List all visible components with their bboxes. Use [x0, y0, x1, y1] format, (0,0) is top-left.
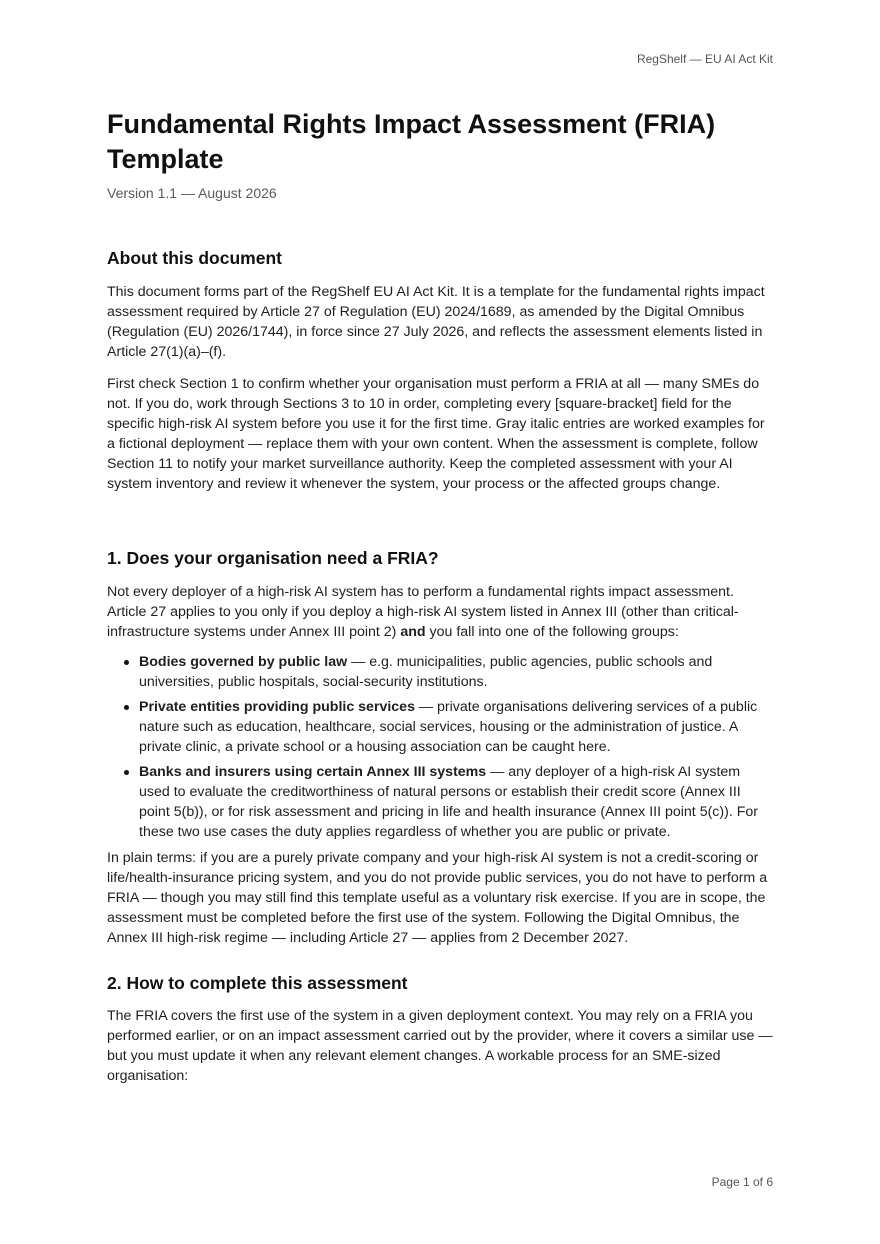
section-2-paragraph: The FRIA covers the first use of the system in a given deployment context. You may rely on a FRIA you performed earlier, or on an impact assessment carried out by the provider, where it covers a similar use — but you must update it when any relevant element changes. A workable process for an SME-sized organisation:: [107, 1008, 773, 1084]
document-version: Version 1.1 — August 2026: [107, 185, 277, 201]
section-1-heading: 1. Does your organisation need a FRIA?: [107, 548, 439, 568]
about-heading: About this document: [107, 248, 282, 268]
section-1-plain-terms: In plain terms: if you are a purely private company and your high-risk AI system is not a credit-scoring or life/health-insurance pricing system, and you do not provide public services, you do not have to perform a FRIA — though you may still find this template useful as a voluntary risk exercise. If you are in scope, the assessment must be completed before the first use of the system. Following the Digital Omnibus, the Annex III high-risk regime — including Article 27 — applies from 2 December 2027.: [107, 850, 768, 946]
page-number: Page 1 of 6: [711, 1175, 773, 1189]
about-paragraph-2: First check Section 1 to confirm whether your organisation must perform a FRIA at all — many SMEs do not. If you do, work through Sections 3 to 10 in order, completing every [square-bracket] field for the specific high-risk AI system before you use it for the first time. Gray italic entries are worked examples for a fictional deployment — replace them with your own content. When the assessment is complete, follow Section 11 to notify your market surveillance authority. Keep the completed assessment with your AI system inventory and review it whenever the system, your process or the affected groups change.: [107, 376, 765, 492]
running-header: RegShelf — EU AI Act Kit: [636, 52, 773, 66]
section-1-intro-text-end: you fall into one of the following groups:: [425, 624, 679, 640]
section-1-intro-emphasis: and: [400, 624, 426, 640]
list-item: [139, 652, 774, 692]
group-description: — any deployer of a high-risk AI system used to evaluate the creditworthiness of natural persons or establish their credit score (Annex III point 5(b)), or for risk assessment and pricing in life and health insurance (Annex III point 5(c)). For these two use cases the duty applies regardless of whether you are public or private.: [139, 764, 759, 840]
group-term: Private entities providing public services: [139, 699, 415, 715]
section-1-intro-text: Not every deployer of a high-risk AI system has to perform a fundamental rights impact assessment. Article 27 applies to you only if you deploy a high-risk AI system listed in Annex III (other than critical-infrastructure systems under Annex III point 2): [107, 584, 739, 640]
deployer-groups-list: [107, 652, 774, 842]
document-title: Fundamental Rights Impact Assessment (FRIA) Template: [107, 109, 716, 174]
group-term: Banks and insurers using certain Annex III systems: [139, 764, 487, 780]
section-2-heading: 2. How to complete this assessment: [107, 973, 408, 993]
group-description: — private organisations delivering services of a public nature such as education, healthcare, social services, housing or the administration of justice. A private clinic, a private school or a housing association can be caught here.: [139, 699, 758, 755]
list-item: [139, 762, 774, 842]
group-description: — e.g. municipalities, public agencies, public schools and universities, public hospitals, social-security institutions.: [139, 654, 713, 690]
about-paragraph-1: This document forms part of the RegShelf EU AI Act Kit. It is a template for the fundamental rights impact assessment required by Article 27 of Regulation (EU) 2024/1689, as amended by the Digital Omnibus (Regulation (EU) 2026/1744), in force since 27 July 2026, and reflects the assessment elements listed in Article 27(1)(a)–(f).: [107, 284, 765, 360]
list-item: [139, 697, 774, 757]
group-term: Bodies governed by public law: [139, 654, 348, 670]
section-1-intro: [107, 582, 774, 642]
document-body: [107, 107, 774, 1086]
